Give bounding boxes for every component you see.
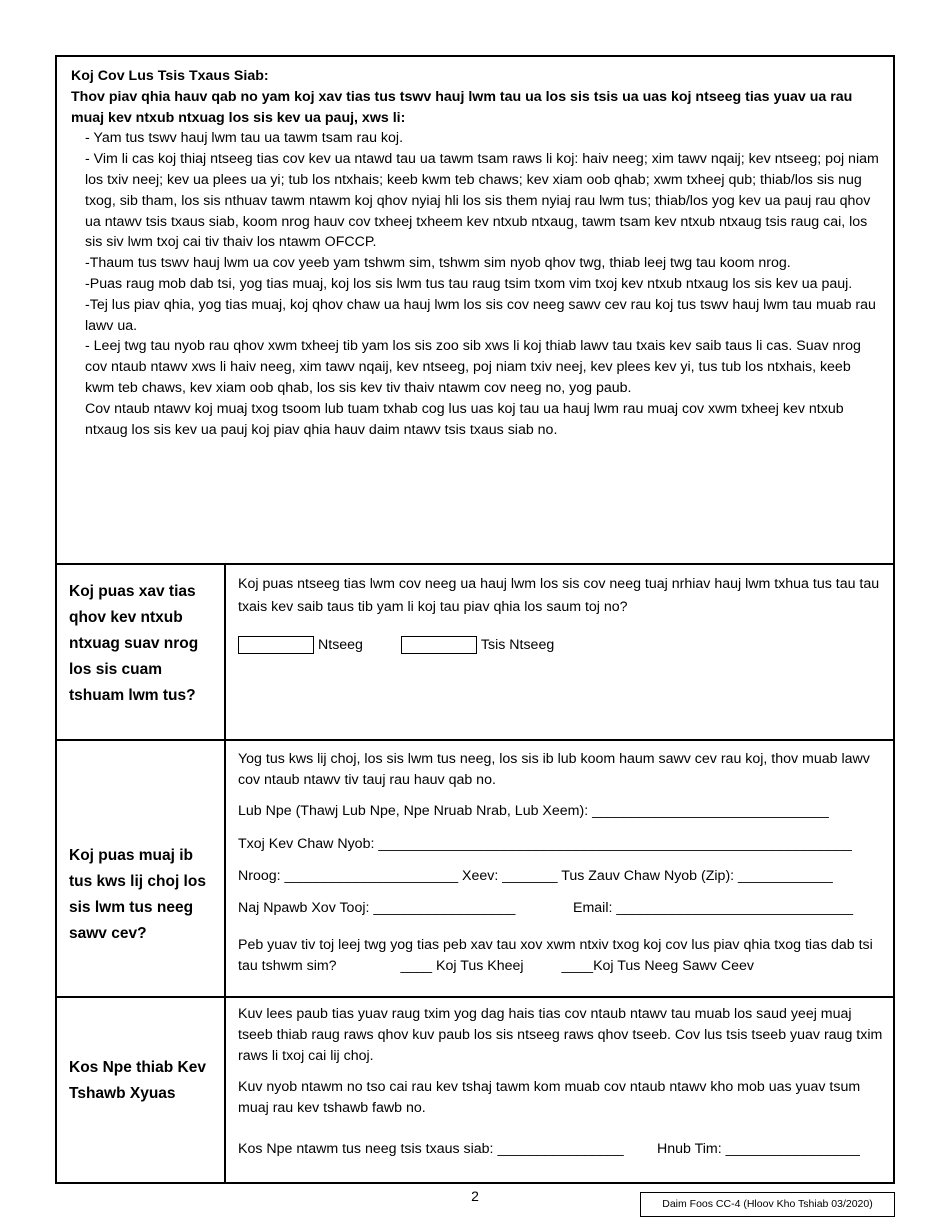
instruction-item: -Tej lus piav qhia, yog tias muaj, koj qhov chaw ua hauj lwm los sis cov neeg sawv cev rau koj tus tswv hauj lwm tau muab rau lawv ua.	[85, 296, 876, 334]
signature-field[interactable]: Kos Npe ntawm tus neeg tsis txaus siab: ________________	[238, 1141, 624, 1157]
answer-options	[238, 636, 554, 654]
representative-label: Koj puas muaj ib tus kws lij choj los sis lwm tus neeg sawv cev?	[69, 847, 206, 942]
contact-question-text: Peb yuav tiv toj leej twg yog tias peb xav tau xov xwm ntxiv txog koj cov lus piav qhia txog tias dab tsi tau tshwm sim?	[238, 937, 873, 974]
instructions-box	[55, 55, 895, 565]
instruction-item: Cov ntaub ntawv koj muaj txog tsoom lub tuam txhab cog lus uas koj tau ua hauj lwm rau muaj cov xwm txheej kev ntxub ntxaug los sis kev ua pauj koj piav qhia hauv daim ntawv tsis txaus siab no.	[85, 400, 844, 438]
instruction-item: - Yam tus tswv hauj lwm tau ua tawm tsam rau koj.	[85, 130, 404, 147]
contact-question	[238, 935, 883, 977]
representative-intro: Yog tus kws lij choj, los sis lwm tus neeg, los sis ib lub koom haum sawv cev rau koj, thov muab lawv cov ntaub ntawv tiv tauj rau hauv qab no.	[238, 751, 870, 788]
rep-name-field[interactable]: Lub Npe (Thawj Lub Npe, Npe Nruab Nrab, Lub Xeem): ______________________________	[238, 803, 829, 819]
column-divider	[224, 741, 226, 996]
others-affected-section	[55, 563, 895, 741]
date-field[interactable]: Hnub Tim: _________________	[657, 1141, 860, 1157]
signature-label: Kos Npe thiab Kev Tshawb Xyuas	[69, 1059, 206, 1102]
instruction-item: - Leej twg tau nyob rau qhov xwm txheej tib yam los sis zoo sib xws li koj thiab lawv tau txais kev saib taus li cas. Suav nrog cov ntaub ntawv xws li haiv neeg, xim tawv nqaij, kev ntseeg, poj niam txiv neej, kev plees kev yi, tus tub los ntxhais, keeb kwm teb chaws, kev xiam oob qhab, los sis kev tiv thaiv ntawm cov neeg no, yog paub.	[85, 338, 861, 396]
no-checkbox[interactable]	[401, 636, 477, 654]
others-affected-question: Koj puas ntseeg tias lwm cov neeg ua hauj lwm los sis cov neeg tuaj nrhiav hauj lwm txhua tus tau tau txais kev saib taus tib yam li koj tau piav qhia los saum toj no?	[238, 576, 880, 615]
rep-city-state-zip-field[interactable]: Nroog: ______________________ Xeev: _______ Tus Zauv Chaw Nyob (Zip): ____________	[238, 868, 833, 884]
column-divider	[224, 998, 226, 1182]
instructions-intro: Thov piav qhia hauv qab no yam koj xav tias tus tswv hauj lwm tau ua los sis tsis ua uas koj ntseeg tias yuav ua rau muaj kev ntxub ntxuag los sis kev ua pauj, xws li:	[71, 88, 853, 126]
others-affected-label: Koj puas xav tias qhov kev ntxub ntxuag suav nrog los sis cuam tshuam lwm tus?	[69, 583, 199, 704]
yes-checkbox[interactable]	[238, 636, 314, 654]
form-id: Daim Foos CC-4 (Hloov Kho Tshiab 03/2020)	[640, 1192, 895, 1217]
instructions-heading: Koj Cov Lus Tsis Txaus Siab:	[71, 68, 269, 84]
instruction-item: -Puas raug mob dab tsi, yog tias muaj, koj los sis lwm tus tau raug tsim txom vim txoj kev ntxub ntxaug los sis kev ua pauj.	[85, 275, 853, 292]
no-label: Tsis Ntseeg	[480, 636, 555, 653]
column-divider	[224, 565, 226, 739]
representative-section	[55, 739, 895, 998]
contact-self-option[interactable]: ____ Koj Tus Kheej	[400, 958, 524, 974]
medical-release-statement: Kuv nyob ntawm no tso cai rau kev tshaj tawm kom muab cov ntaub ntawv kho mob uas yuav tsum muaj rau kev tshawb fawb no.	[238, 1079, 861, 1116]
rep-address-field[interactable]: Txoj Kev Chaw Nyob: ____________________________________________________________	[238, 836, 852, 852]
instruction-item: - Vim li cas koj thiaj ntseeg tias cov kev ua ntawd tau ua tawm tsam raws li koj: haiv neeg; xim tawv nqaij; kev ntseeg; poj niam los txiv neej; kev ua plees ua yi; tub los ntxhais; keeb kwm teb chaws; kev xiam oob qhab; xwm txheej qub; thiab/los sis nug txog, sib tham, los sis nthuav tawm ntawm koj qhov nyiaj hli los sis them nyiaj rau lwm tus; thiab/los yog kev ua pauj rau qhov ua ntawv tsis txaus siab, koom nrog hauv cov txheej txheem kev ntxub ntxaug, tawm tsam kev ntxub ntxaug tsis raug cai, los sis siv lwm txoj cai tiv thaiv los ntawm OFCCP.	[85, 151, 879, 251]
page-number: 2	[471, 1188, 479, 1204]
rep-phone-field[interactable]: Naj Npawb Xov Tooj: __________________	[238, 900, 516, 916]
contact-rep-option[interactable]: ____Koj Tus Neeg Sawv Ceev	[561, 958, 754, 974]
yes-label: Ntseeg	[318, 636, 363, 653]
perjury-statement: Kuv lees paub tias yuav raug txim yog dag hais tias cov ntaub ntawv tau muab los saud yeej muaj tseeb thiab raug raws qhov kuv paub los sis ntseeg raws qhov tseeb. Cov lus tsis tseeb yuav raug txim raws li txoj cai lij choj.	[238, 1006, 883, 1064]
rep-email-field[interactable]: Email: ______________________________	[573, 900, 854, 916]
signature-section	[55, 996, 895, 1184]
instruction-item: -Thaum tus tswv hauj lwm ua cov yeeb yam tshwm sim, tshwm sim nyob qhov twg, thiab leej twg tau koom nrog.	[85, 255, 791, 272]
instructions-content	[71, 66, 883, 440]
